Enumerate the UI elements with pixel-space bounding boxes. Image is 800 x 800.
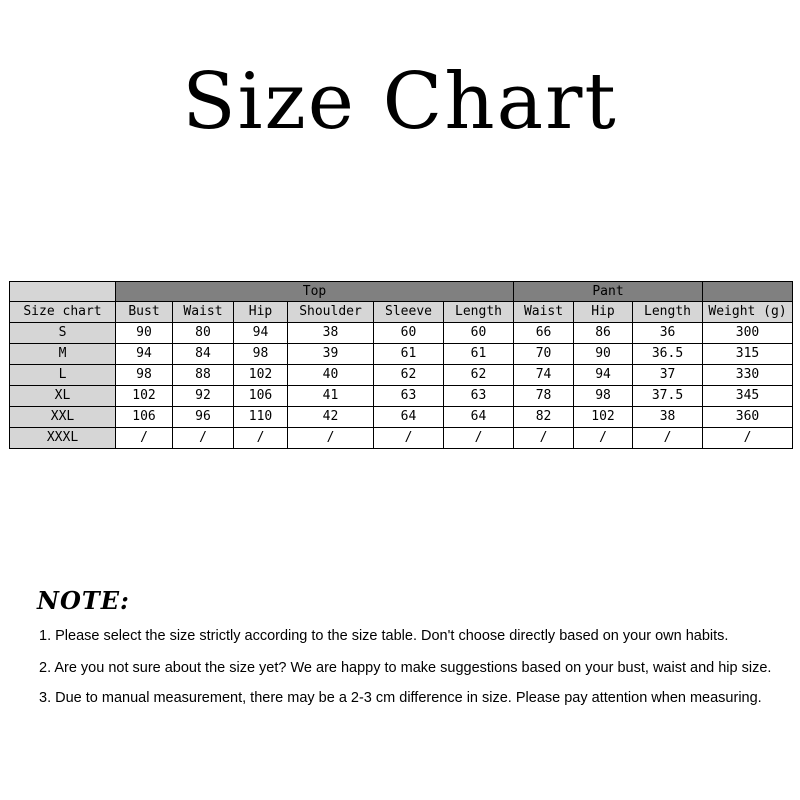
table-cell: 94 [116, 344, 173, 365]
table-cell: 36 [633, 323, 703, 344]
table-cell: 102 [574, 407, 633, 428]
table-cell: 38 [288, 323, 374, 344]
table-cell: 92 [173, 386, 234, 407]
table-cell: / [444, 428, 514, 449]
table-cell: / [173, 428, 234, 449]
row-size-label: S [10, 323, 116, 344]
table-cell: 330 [703, 365, 793, 386]
column-header: Hip [574, 302, 633, 323]
table-row [10, 386, 793, 407]
note-heading: NOTE: [37, 586, 130, 615]
table-cell: 80 [173, 323, 234, 344]
table-cell: 82 [514, 407, 574, 428]
table-cell: 64 [374, 407, 444, 428]
table-cell: / [288, 428, 374, 449]
table-row [10, 344, 793, 365]
table-cell: 62 [444, 365, 514, 386]
table-cell: / [514, 428, 574, 449]
note-item-2: 2. Are you not sure about the size yet? We are happy to make suggestions based on your bust, waist and hip size. [39, 660, 772, 676]
table-cell: 98 [234, 344, 288, 365]
table-cell: 345 [703, 386, 793, 407]
column-header-row [10, 302, 793, 323]
table-cell: 94 [234, 323, 288, 344]
table-cell: 37.5 [633, 386, 703, 407]
table-cell: 84 [173, 344, 234, 365]
page-title: Size Chart [182, 57, 618, 147]
table-cell: 37 [633, 365, 703, 386]
table-cell: / [234, 428, 288, 449]
table-cell: 98 [116, 365, 173, 386]
table-cell: / [374, 428, 444, 449]
table-cell: 60 [444, 323, 514, 344]
column-header: Shoulder [288, 302, 374, 323]
column-header: Bust [116, 302, 173, 323]
table-cell: 315 [703, 344, 793, 365]
table-cell: / [633, 428, 703, 449]
table-cell: 110 [234, 407, 288, 428]
table-cell: / [116, 428, 173, 449]
table-cell: 41 [288, 386, 374, 407]
table-cell: 88 [173, 365, 234, 386]
table-cell: 40 [288, 365, 374, 386]
table-cell: 102 [116, 386, 173, 407]
group-header-top: Top [116, 282, 514, 302]
table-cell: / [703, 428, 793, 449]
table-cell: 61 [444, 344, 514, 365]
corner-cell [10, 282, 116, 302]
row-size-label: L [10, 365, 116, 386]
table-cell: 70 [514, 344, 574, 365]
table-cell: 360 [703, 407, 793, 428]
table-cell: 62 [374, 365, 444, 386]
group-header-row [10, 282, 793, 302]
table-cell: 78 [514, 386, 574, 407]
table-cell: 61 [374, 344, 444, 365]
column-header: Hip [234, 302, 288, 323]
group-header-pant: Pant [514, 282, 703, 302]
column-header: Waist [173, 302, 234, 323]
size-table [9, 281, 793, 449]
column-header: Length [633, 302, 703, 323]
row-size-label: XXXL [10, 428, 116, 449]
table-cell: 98 [574, 386, 633, 407]
table-cell: / [574, 428, 633, 449]
row-size-label: M [10, 344, 116, 365]
table-row [10, 407, 793, 428]
table-cell: 96 [173, 407, 234, 428]
table-cell: 66 [514, 323, 574, 344]
table-cell: 102 [234, 365, 288, 386]
column-header: Length [444, 302, 514, 323]
table-cell: 90 [574, 344, 633, 365]
table-cell: 36.5 [633, 344, 703, 365]
table-row [10, 428, 793, 449]
table-cell: 106 [234, 386, 288, 407]
column-header: Waist [514, 302, 574, 323]
table-cell: 38 [633, 407, 703, 428]
column-header: Sleeve [374, 302, 444, 323]
row-size-label: XXL [10, 407, 116, 428]
table-row [10, 323, 793, 344]
table-row [10, 365, 793, 386]
table-cell: 39 [288, 344, 374, 365]
table-cell: 63 [374, 386, 444, 407]
group-header-weight [703, 282, 793, 302]
note-item-3: 3. Due to manual measurement, there may be a 2-3 cm difference in size. Please pay attention when measuring. [39, 690, 762, 706]
table-cell: 60 [374, 323, 444, 344]
table-cell: 94 [574, 365, 633, 386]
column-header: Weight (g) [703, 302, 793, 323]
table-cell: 86 [574, 323, 633, 344]
table-cell: 74 [514, 365, 574, 386]
table-cell: 300 [703, 323, 793, 344]
table-cell: 106 [116, 407, 173, 428]
table-cell: 64 [444, 407, 514, 428]
row-size-label: XL [10, 386, 116, 407]
column-header: Size chart [10, 302, 116, 323]
table-cell: 63 [444, 386, 514, 407]
table-cell: 90 [116, 323, 173, 344]
note-item-1: 1. Please select the size strictly according to the size table. Don't choose directly based on your own habits. [39, 628, 729, 644]
table-cell: 42 [288, 407, 374, 428]
